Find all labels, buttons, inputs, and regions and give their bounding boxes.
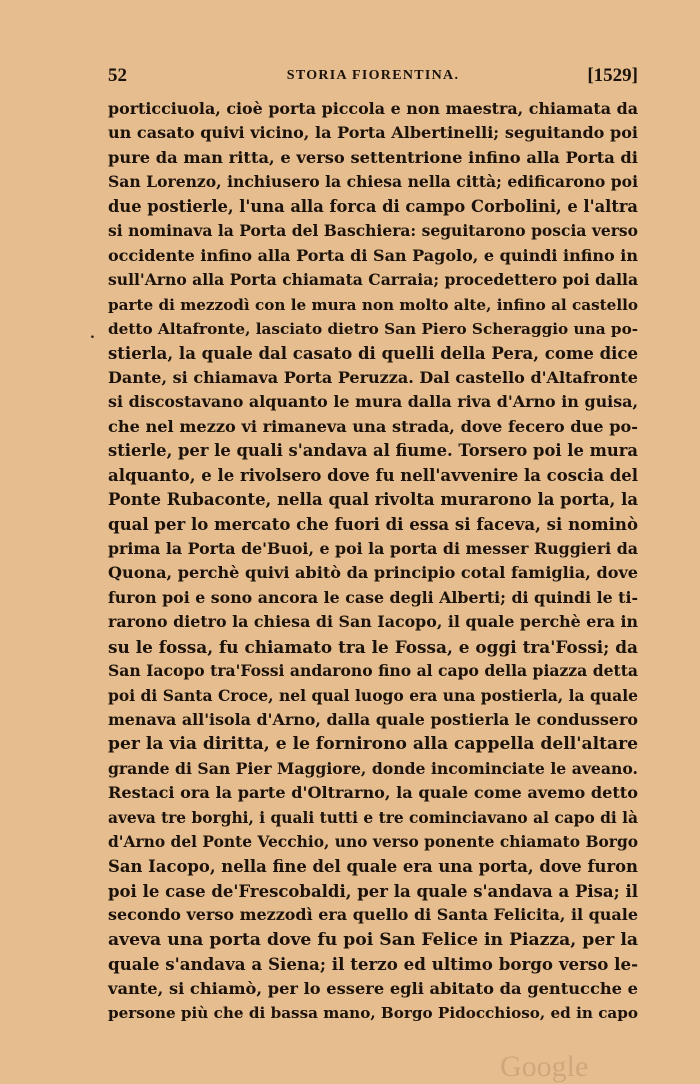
text-line: detto Altafronte, lasciato dietro San Piero Scheraggio una po-	[108, 319, 639, 338]
text-line: parte di mezzodì con le mura non molto alte, infino al castello	[108, 295, 638, 314]
text-line: aveva una porta dove fu poi San Felice in Piazza, per la	[108, 929, 638, 950]
text-line: Quona, perchè quivi abitò da principio cotal famiglia, dove	[108, 563, 639, 583]
text-line: occidente infino alla Porta di San Pagolo, e quindi infino in	[108, 245, 638, 265]
text-line: qual per lo mercato che fuori di essa si faceva, si nominò	[108, 514, 638, 535]
watermark: Google	[500, 1050, 589, 1083]
text-line: stierla, la quale dal casato di quelli della Pera, come dice	[108, 343, 638, 364]
text-line: aveva tre borghi, i quali tutti e tre cominciavano al capo di là	[108, 808, 638, 827]
text-line: secondo verso mezzodì era quello di Santa Felicita, il quale	[108, 905, 638, 925]
margin-mark: .	[90, 326, 95, 342]
text-line: d'Arno del Ponte Vecchio, uno verso ponente chiamato Borgo	[108, 833, 639, 852]
text-line: Dante, si chiamava Porta Peruzza. Dal castello d'Altafronte	[108, 367, 638, 387]
text-line: su le fossa, fu chiamato tra le Fossa, e oggi tra'Fossi; da	[108, 636, 638, 657]
text-line: grande di San Pier Maggiore, donde incominciate le aveano.	[108, 758, 638, 778]
text-line: poi di Santa Croce, nel qual luogo era una postierla, la quale	[108, 685, 638, 705]
text-line: persone più che di bassa mano, Borgo Pidocchioso, ed in capo	[108, 1004, 638, 1023]
text-line: si discostavano alquanto le mura dalla riva d'Arno in guisa,	[108, 392, 638, 412]
text-line: menava all'isola d'Arno, dalla quale postierla le condussero	[108, 709, 638, 729]
text-line: sull'Arno alla Porta chiamata Carraia; procedettero poi dalla	[108, 270, 639, 290]
running-title: STORIA FIORENTINA.	[286, 68, 460, 83]
text-line: un casato quivi vicino, la Porta Albertinelli; seguitando poi	[108, 123, 638, 143]
text-line: per la via diritta, e le fornirono alla cappella dell'altare	[108, 734, 638, 755]
text-line: Restaci ora la parte d'Oltrarno, la quale come avemo detto	[108, 783, 638, 803]
page-number: 52	[108, 65, 127, 86]
year-label: [1529]	[587, 65, 638, 86]
text-line: pure da man ritta, e verso settentrione infino alla Porta di	[108, 147, 638, 167]
text-line: due postierle, l'una alla forca di campo Corbolini, e l'altra	[108, 196, 638, 216]
text-line: alquanto, e le rivolsero dove fu nell'avvenire la coscia del	[108, 465, 639, 485]
text-line: San Lorenzo, inchiusero la chiesa nella città; edificarono poi	[108, 172, 638, 192]
text-line: San Iacopo, nella fine del quale era una porta, dove furon	[108, 856, 638, 876]
text-line: vante, si chiamò, per lo essere egli abitato da gentucche e	[108, 978, 638, 998]
text-line: San Iacopo tra'Fossi andarono fino al capo della piazza detta	[108, 661, 638, 681]
text-line: poi le case de'Frescobaldi, per la quale s'andava a Pisa; il	[108, 881, 638, 901]
body-text	[108, 97, 638, 1026]
text-line: furon poi e sono ancora le case degli Alberti; di quindi le ti-	[108, 587, 638, 607]
text-line: stierle, per le quali s'andava al fiume. Torsero poi le mura	[108, 441, 638, 461]
text-line: rarono dietro la chiesa di San Iacopo, il quale perchè era in	[108, 612, 638, 632]
text-line: quale s'andava a Siena; il terzo ed ultimo borgo verso le-	[108, 954, 638, 975]
text-line: Ponte Rubaconte, nella qual rivolta murarono la porta, la	[108, 490, 638, 509]
text-line: prima la Porta de'Buoi, e poi la porta di messer Ruggieri da	[108, 538, 638, 558]
text-line: porticciuola, cioè porta piccola e non maestra, chiamata da	[108, 99, 638, 118]
text-line: che nel mezzo vi rimaneva una strada, dove fecero due po-	[108, 416, 638, 436]
text-line: si nominava la Porta del Baschiera: seguitarono poscia verso	[108, 221, 638, 241]
page-header	[108, 65, 638, 89]
